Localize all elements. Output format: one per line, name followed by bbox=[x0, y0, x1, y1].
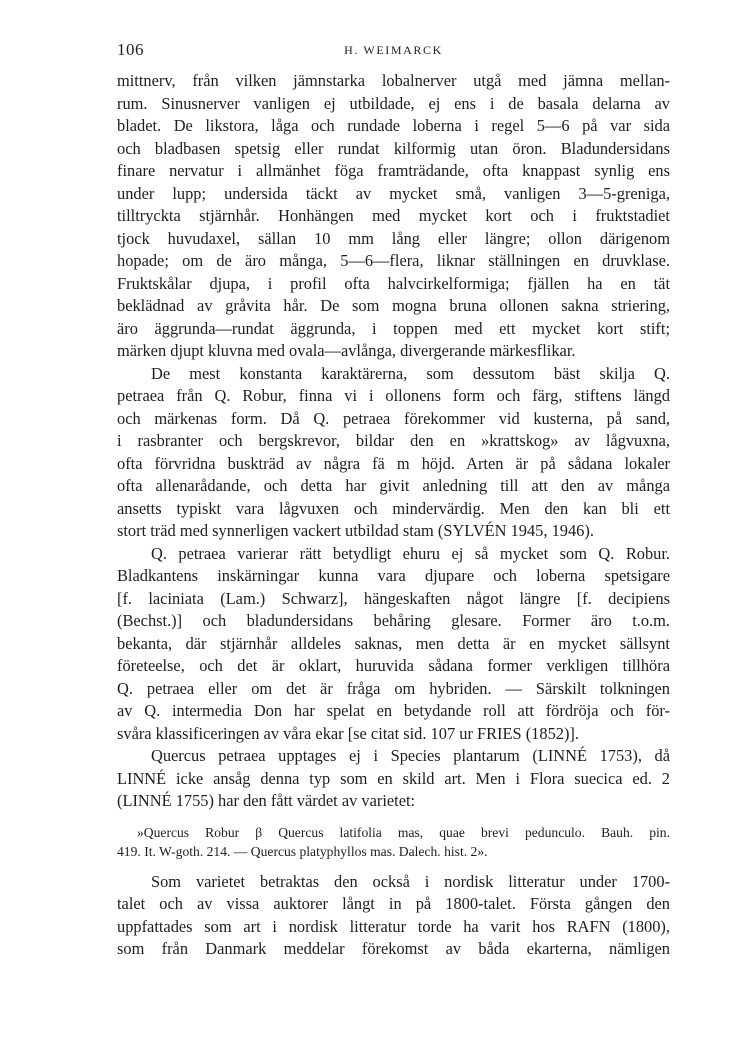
quotation-line: 419. It. W-goth. 214. — Quercus platyphyllos mas. Dalech. hist. 2». bbox=[117, 843, 488, 859]
text-line: uppfattades som art i nordisk litteratur torde ha varit hos RAFN (1800), bbox=[117, 916, 670, 936]
text-line: under lupp; undersida täckt av mycket små, vanligen 3—5-greniga, bbox=[117, 183, 670, 203]
quotation-line: »Quercus Robur β Quercus latifolia mas, quae brevi pedunculo. Bauh. pin. bbox=[137, 824, 670, 840]
text-line: Q. petraea eller om det är fråga om hybriden. — Särskilt tolkningen bbox=[117, 678, 670, 698]
text-line: Som varietet betraktas den också i nordisk litteratur under 1700- bbox=[151, 871, 670, 891]
text-line: företeelse, och det är oklart, huruvida sådana former verkligen tillhöra bbox=[117, 656, 670, 675]
text-line: ansetts typiskt vara lågvuxen och mindervärdig. Men den kan bli ett bbox=[117, 498, 670, 518]
text-line: finare nervatur i allmänhet föga framträdande, ofta knappast synlig ens bbox=[117, 161, 670, 180]
text-line: De mest konstanta karaktärerna, som dessutom bäst skilja Q. bbox=[151, 363, 670, 383]
text-line: [f. laciniata (Lam.) Schwarz], hängeskaften något längre [f. decipiens bbox=[117, 588, 670, 608]
paragraph-1 bbox=[117, 70, 670, 363]
paragraph-2 bbox=[117, 363, 670, 543]
text-line: (Bechst.)] och bladundersidans behåring glesare. Former äro t.o.m. bbox=[117, 611, 670, 630]
text-line: och märkenas form. Då Q. petraea förekommer vid kusterna, på sand, bbox=[117, 408, 670, 428]
paragraph-4 bbox=[117, 745, 670, 813]
text-line: svåra klassificeringen av våra ekar [se citat sid. 107 ur FRIES (1852)]. bbox=[117, 723, 579, 743]
text-line: rum. Sinusnerver vanligen ej utbildade, ej ens i de basala delarna av bbox=[117, 93, 670, 113]
paragraph-3 bbox=[117, 543, 670, 746]
text-line: bladet. De likstora, låga och rundade loberna i regel 5—6 på var sida bbox=[117, 116, 670, 135]
text-line: märken djupt kluvna med ovala—avlånga, divergerande märkesflikar. bbox=[117, 341, 576, 360]
text-line: beklädnad av gråvita hår. De som mogna bruna ollonen sakna striering, bbox=[117, 296, 670, 315]
paragraph-5 bbox=[117, 871, 670, 961]
page-header bbox=[117, 40, 670, 64]
text-line: tjock huvudaxel, sällan 10 mm lång eller längre; ollon därigenom bbox=[117, 228, 670, 248]
spacer bbox=[117, 813, 670, 823]
text-line: Bladkantens inskärningar kunna vara djupare och loberna spetsigare bbox=[117, 566, 670, 585]
text-line: mittnerv, från vilken jämnstarka lobalnerver utgå med jämna mellan- bbox=[117, 71, 670, 90]
text-line: talet och av vissa auktorer långt in på 1800-talet. Första gången den bbox=[117, 894, 670, 913]
text-line: LINNÉ icke ansåg denna typ som en skild art. Men i Flora suecica ed. 2 bbox=[117, 768, 670, 788]
running-head: H. WEIMARCK bbox=[344, 43, 443, 57]
text-line: (LINNÉ 1755) har den fått värdet av varietet: bbox=[117, 791, 416, 810]
text-line: Fruktskålar djupa, i profil ofta halvcirkelformiga; fjällen ha en tät bbox=[117, 273, 670, 293]
text-line: hopade; om de äro många, 5—6—flera, liknar ställningen en druvklase. bbox=[117, 251, 670, 270]
text-line: ofta förvridna buskträd av några fä m höjd. Arten är på sådana lokaler bbox=[117, 453, 670, 473]
quotation-block bbox=[117, 823, 670, 861]
text-line: tilltryckta stjärnhår. Honhängen med mycket kort och i fruktstadiet bbox=[117, 206, 670, 225]
text-line: petraea från Q. Robur, finna vi i ollonens form och färg, stiftens längd bbox=[117, 386, 670, 405]
text-line: stort träd med synnerligen vackert utbildad stam (SYLVÉN 1945, 1946). bbox=[117, 521, 594, 540]
text-line: äro äggrunda—rundat äggrunda, i toppen med ett mycket kort stift; bbox=[117, 318, 670, 338]
text-line: bekanta, där stjärnhår alldeles saknas, men detta är en mycket sällsynt bbox=[117, 633, 670, 653]
text-line: i rasbranter och bergskrevor, bildar den en »krattskog» av lågvuxna, bbox=[117, 431, 670, 450]
text-line: som från Danmark meddelar förekomst av båda ekarterna, nämligen bbox=[117, 939, 670, 958]
text-line: Quercus petraea upptages ej i Species plantarum (LINNÉ 1753), då bbox=[151, 746, 670, 765]
text-line: och bladbasen spetsig eller rundat kilformig utan öron. Bladundersidans bbox=[117, 138, 670, 158]
text-line: av Q. intermedia Don har spelat en betydande roll att fördröja och för- bbox=[117, 701, 670, 720]
text-line: Q. petraea varierar rätt betydligt ehuru ej så mycket som Q. Robur. bbox=[151, 543, 670, 563]
spacer bbox=[117, 861, 670, 871]
body-text bbox=[117, 70, 670, 961]
text-line: ofta allenarådande, och detta har givit anledning till att den av många bbox=[117, 476, 670, 495]
page-number: 106 bbox=[117, 40, 144, 59]
